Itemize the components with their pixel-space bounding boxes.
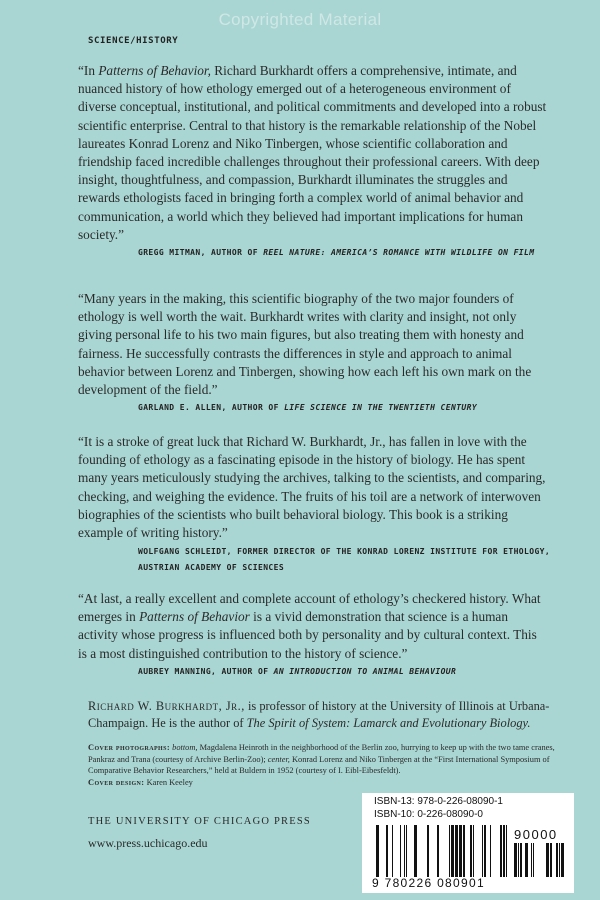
blurb-4	[78, 590, 548, 663]
blurb-3-attribution	[138, 544, 558, 576]
attribution-name: AUBREY MANNING, AUTHOR OF	[138, 667, 274, 676]
photos-bottom-text: Magdalena Heinroth in the neighborhood of the Berlin zoo, hurrying to keep up with the two tame cranes, Pankraz and Trana (courtesy of Archive Berlin-Zoo);	[88, 743, 555, 764]
attribution-title: REEL NATURE: AMERICA’S ROMANCE WITH WILDLIFE ON FILM	[263, 248, 535, 257]
attribution-title: AN INTRODUCTION TO ANIMAL BEHAVIOUR	[273, 667, 457, 676]
photos-center-label: center,	[265, 754, 290, 764]
category-label: SCIENCE/HISTORY	[88, 36, 179, 46]
author-name: Richard W. Burkhardt, Jr.,	[88, 699, 245, 713]
barcode-bars-icon	[376, 825, 510, 877]
blurb-1	[78, 62, 548, 244]
blurb-2	[78, 290, 548, 399]
blurb-4-attribution	[138, 664, 558, 680]
publisher-name: THE UNIVERSITY OF CHICAGO PRESS	[88, 816, 311, 827]
blurb-1-attribution	[138, 245, 558, 261]
attribution-name: WOLFGANG SCHLEIDT, FORMER DIRECTOR OF THE KONRAD LORENZ INSTITUTE FOR ETHOLOGY, AUSTRIAN ACADEMY OF SCIENCES	[138, 547, 551, 572]
blurb-2-attribution	[138, 400, 558, 416]
blurb-2-text: “Many years in the making, this scientific biography of the two major founders of ethology is well worth the wait. Burkhardt writes with clarity and insight, not only giving personal life to his two main figures, but also treating them with honesty and fairness. He successfully contrasts the differences in style and approach to animal behavior between Lorenz and Tinbergen, showing how each left his own mark on the development of the field.”	[78, 291, 532, 398]
isbn-13: ISBN-13: 978-0-226-08090-1	[374, 796, 503, 807]
attribution-name: GREGG MITMAN, AUTHOR OF	[138, 248, 264, 257]
blurb-1-pre: “In	[78, 63, 99, 78]
blurb-4-italic: Patterns of Behavior	[139, 609, 250, 625]
price-barcode-bars-icon	[514, 843, 564, 877]
attribution-name: GARLAND E. ALLEN, AUTHOR OF	[138, 403, 285, 412]
author-bio	[88, 698, 558, 732]
barcode-block	[362, 793, 574, 893]
blurb-1-post: Richard Burkhardt offers a comprehensive, intimate, and nuanced history of how ethology emerged out of a heterogeneous environment of diverse conceptual, institutional, and political commitments and developed into a robust scientific enterprise. Central to that history is the remarkable relationship of the Nobel laureates Konrad Lorenz and Niko Tinbergen, whose scientific collaboration and friendship faced incredible challenges throughout their professional careers. With deep insight, thoughtfulness, and compassion, Burkhardt illuminates the struggles and rewards ethologists faced in bringing forth a complex world of animal behavior and communication, a world which they believed had important implications for human society.”	[78, 63, 547, 242]
copyright-watermark: Copyrighted Material	[218, 10, 382, 29]
bio-text: is professor of history at the University of Illinois at Urbana-Champaign. He is the author of	[88, 699, 550, 730]
design-text: Karen Keeley	[144, 777, 193, 787]
publisher-website: www.press.uchicago.edu	[88, 836, 208, 850]
bio-book-title: The Spirit of System: Lamarck and Evolutionary Biology.	[246, 716, 531, 730]
blurb-4-pre: “At last, a really excellent and complete account of ethology’s checkered history. What emerges in	[78, 591, 541, 625]
attribution-title: LIFE SCIENCE IN THE TWENTIETH CENTURY	[284, 403, 478, 412]
blurb-1-italic: Patterns of Behavior,	[98, 63, 211, 78]
photos-label: Cover photographs:	[88, 743, 171, 752]
design-label: Cover design:	[88, 777, 145, 787]
price-code: 90000	[514, 827, 558, 842]
photos-bottom-label: bottom,	[172, 743, 198, 752]
blurb-4-post: is a vivid demonstration that science is a human activity whose progress is influenced both by personality and by cultural context. This is a most distinguished contribution to the history of science.”	[78, 609, 537, 661]
blurb-3-text: “It is a stroke of great luck that Richard W. Burkhardt, Jr., has fallen in love with the founding of ethology as a fascinating episode in the history of biology. He has spent many years meticulously studying the archives, talking to the scientists, and comparing, checking, and weighing the evidence. The fruits of his toil are a network of interwoven biographies of the scientists who built behavioral biology. This book is a striking example of writing history.”	[78, 434, 546, 541]
cover-credits	[88, 742, 568, 788]
photos-center-text: Konrad Lorenz and Niko Tinbergen at the “First International Symposium of Comparative Behavior Researchers,” held at Buldern in 1952 (courtesy of I. Eibl-Eibesfeldt).	[88, 754, 550, 775]
blurb-3	[78, 433, 548, 542]
barcode-digits: 9 780226 080901	[372, 876, 485, 890]
isbn-10: ISBN-10: 0-226-08090-0	[374, 809, 483, 820]
